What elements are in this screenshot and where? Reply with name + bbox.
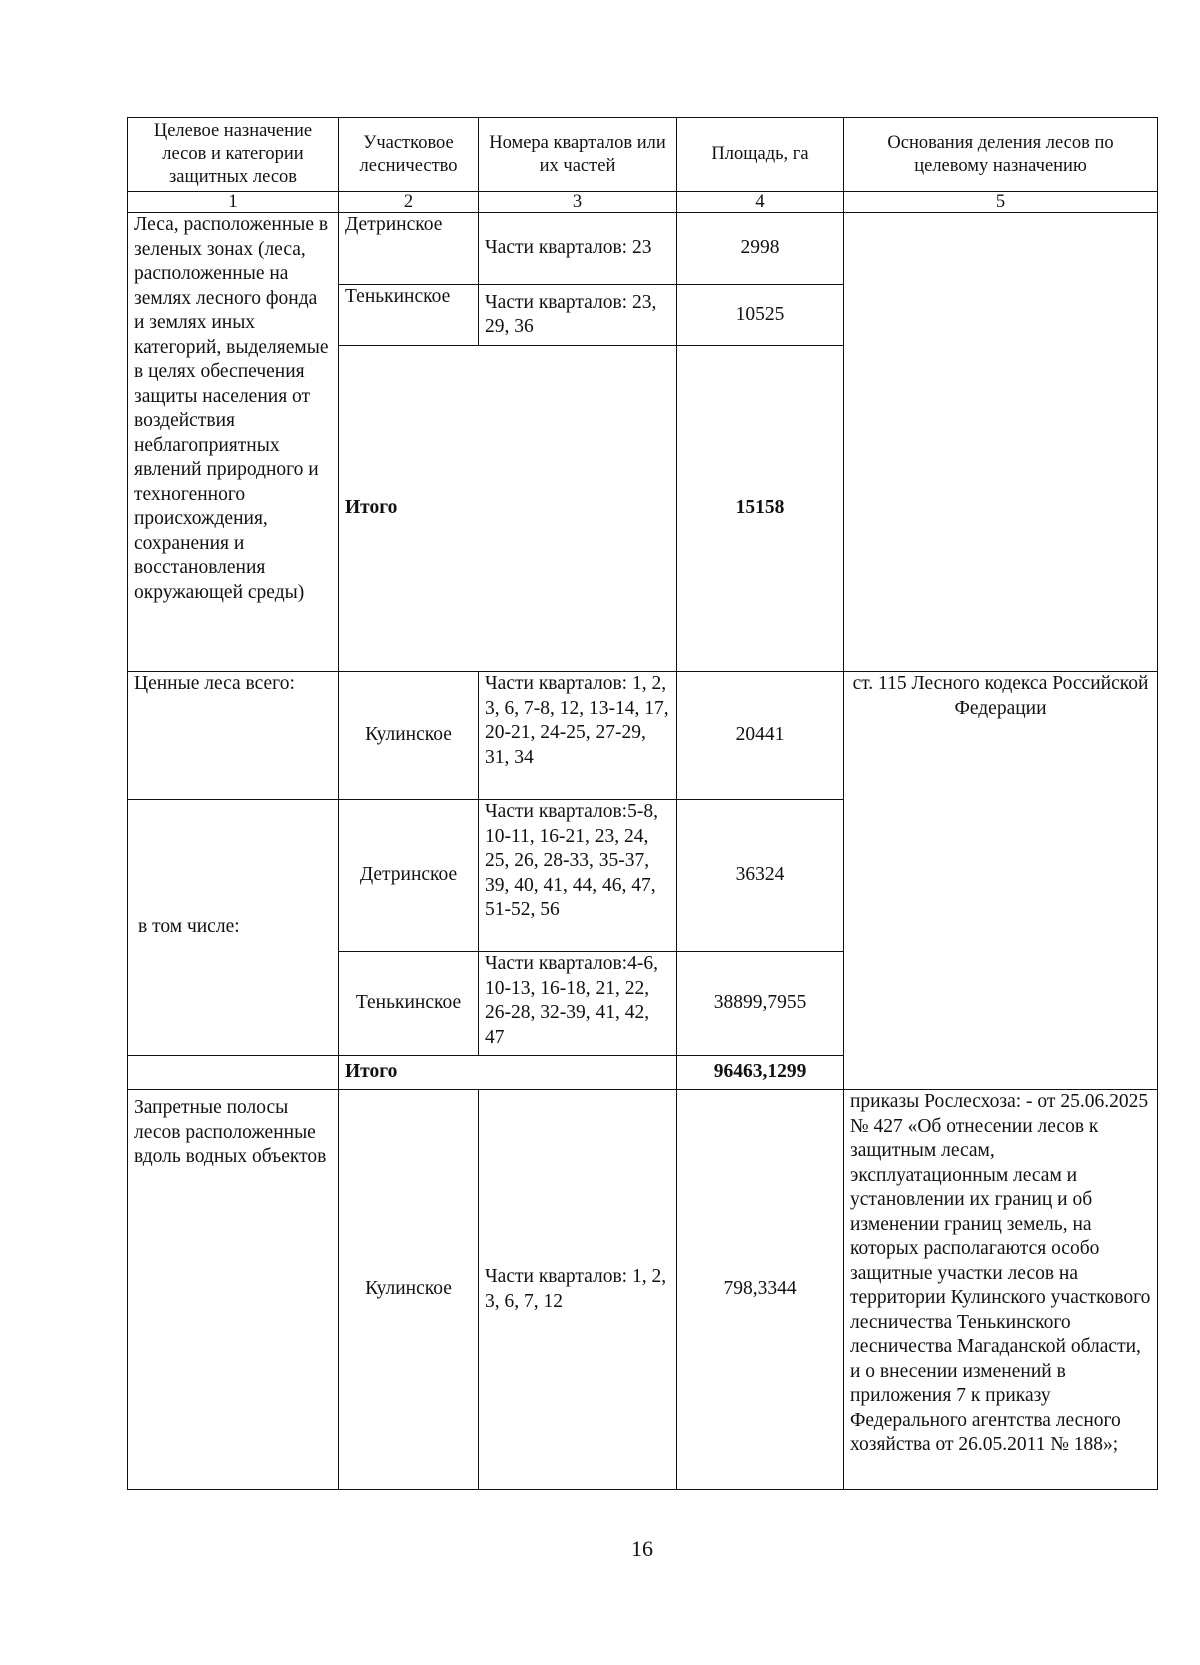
total-area: 96463,1299 xyxy=(677,1056,844,1090)
table-row xyxy=(128,1090,1158,1490)
forest-designation-table xyxy=(127,117,1158,1490)
area-value: 20441 xyxy=(677,672,844,800)
area-value: 36324 xyxy=(677,800,844,952)
header-forestry: Участковое лесничество xyxy=(339,118,479,192)
header-quarters: Номера кварталов или их частей xyxy=(479,118,677,192)
header-area: Площадь, га xyxy=(677,118,844,192)
forestry-name: Тенькинское xyxy=(339,952,479,1056)
quarters-list: Части кварталов: 23 xyxy=(479,213,677,285)
quarters-list: Части кварталов:5-8, 10-11, 16-21, 23, 24, 25, 26, 28-33, 35-37, 39, 40, 41, 44, 46, 47, 51-52, 56 xyxy=(479,800,677,952)
header-basis: Основания деления лесов по целевому назначению xyxy=(844,118,1158,192)
quarters-list: Части кварталов: 1, 2, 3, 6, 7, 12 xyxy=(479,1090,677,1490)
valuable-forests-subcategory: в том числе: xyxy=(128,800,339,1056)
forestry-name: Тенькинское xyxy=(339,285,479,346)
column-number-row xyxy=(128,192,1158,213)
green-zones-category: Леса, расположенные в зеленых зонах (леса, расположенные на землях лесного фонда и землях иных категорий, выделяемые в целях обеспечения защиты населения от воздействия неблагоприятных явлений природного и техногенного происхождения, сохранения и восстановления окружающей среды) xyxy=(128,213,339,672)
forestry-name: Детринское xyxy=(339,213,479,285)
column-number-2: 2 xyxy=(339,192,479,213)
forestry-name: Детринское xyxy=(339,800,479,952)
area-value: 798,3344 xyxy=(677,1090,844,1490)
forestry-name: Кулинское xyxy=(339,672,479,800)
area-value: 38899,7955 xyxy=(677,952,844,1056)
column-number-1: 1 xyxy=(128,192,339,213)
valuable-forests-category: Ценные леса всего: xyxy=(128,672,339,800)
table-header-row xyxy=(128,118,1158,192)
total-label: Итого xyxy=(339,1056,677,1090)
area-value: 2998 xyxy=(677,213,844,285)
page-number: 16 xyxy=(631,1536,653,1561)
water-strips-category: Запретные полосы лесов расположенные вдоль водных объектов xyxy=(128,1090,339,1490)
area-value: 10525 xyxy=(677,285,844,346)
empty-cell xyxy=(128,1056,339,1090)
valuable-forests-basis: ст. 115 Лесного кодекса Российской Федерации xyxy=(844,672,1158,1090)
column-number-4: 4 xyxy=(677,192,844,213)
total-label: Итого xyxy=(339,346,677,672)
header-purpose: Целевое назначение лесов и категории защитных лесов xyxy=(128,118,339,192)
water-strips-basis: приказы Рослесхоза: - от 25.06.2025 № 427 «Об отнесении лесов к защитным лесам, эксплуатационным лесам и установлении их границ и об изменении границ земель, на которых располагаются особо защитные участки лесов на территории Кулинского участкового лесничества Тенькинского лесничества Магаданской области, и о внесении изменений в приложения 7 к приказу Федерального агентства лесного хозяйства от 26.05.2011 № 188»; xyxy=(844,1090,1158,1490)
column-number-5: 5 xyxy=(844,192,1158,213)
quarters-list: Части кварталов: 23, 29, 36 xyxy=(479,285,677,346)
quarters-list: Части кварталов: 1, 2, 3, 6, 7-8, 12, 13-14, 17, 20-21, 24-25, 27-29, 31, 34 xyxy=(479,672,677,800)
total-area: 15158 xyxy=(677,346,844,672)
forestry-name: Кулинское xyxy=(339,1090,479,1490)
column-number-3: 3 xyxy=(479,192,677,213)
green-zones-basis xyxy=(844,213,1158,672)
table-row xyxy=(128,213,1158,285)
quarters-list: Части кварталов:4-6, 10-13, 16-18, 21, 22, 26-28, 32-39, 41, 42, 47 xyxy=(479,952,677,1056)
table-row xyxy=(128,672,1158,800)
